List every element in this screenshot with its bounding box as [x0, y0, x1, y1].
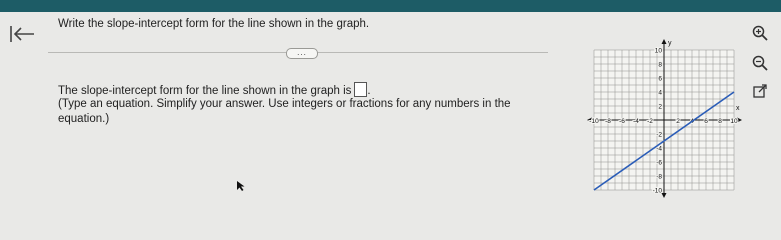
y-tick-label: 8 — [658, 61, 662, 69]
x-tick-label: 8 — [718, 118, 722, 125]
y-tick-label: -4 — [656, 145, 662, 153]
y-axis-arrow — [662, 39, 667, 44]
question-text: Write the slope-intercept form for the line shown in the graph. — [58, 18, 370, 30]
y-tick-label: 4 — [658, 89, 662, 97]
x-axis-arrow — [737, 118, 742, 123]
x-tick-label: -10 — [589, 118, 599, 125]
y-tick-label: 2 — [658, 103, 662, 111]
answer-suffix: . — [367, 85, 371, 97]
y-tick-label: -10 — [652, 187, 662, 195]
y-tick-label: -6 — [656, 159, 662, 167]
x-tick-label: -6 — [619, 118, 625, 125]
mouse-cursor-icon — [236, 180, 246, 192]
x-axis-label: x — [736, 105, 740, 112]
top-bar — [0, 0, 781, 12]
zoom-out-icon[interactable] — [751, 54, 769, 72]
x-tick-label: 2 — [676, 118, 680, 125]
y-tick-label: 10 — [654, 47, 662, 55]
x-tick-label: -4 — [633, 118, 639, 125]
y-tick-label: -2 — [656, 131, 662, 139]
coordinate-graph — [591, 28, 751, 193]
x-tick-label: -2 — [647, 118, 653, 125]
zoom-in-icon[interactable] — [751, 24, 769, 42]
answer-input[interactable] — [354, 82, 367, 97]
popout-icon[interactable] — [751, 82, 769, 100]
x-tick-label: 10 — [730, 118, 738, 125]
x-tick-label: 6 — [704, 118, 708, 125]
x-tick-label: -8 — [605, 118, 611, 125]
answer-line — [58, 82, 371, 97]
y-axis-label: y — [668, 40, 672, 47]
instructions-text: (Type an equation. Simplify your answer. Use integers or fractions for any numbers in the equation.) — [58, 98, 511, 125]
y-tick-label: 6 — [658, 75, 662, 83]
answer-prompt: The slope-intercept form for the line shown in the graph is — [58, 85, 352, 97]
y-axis-arrow — [662, 193, 667, 198]
back-arrow-icon[interactable] — [8, 24, 36, 44]
more-button[interactable]: ... — [286, 48, 318, 59]
y-tick-label: -8 — [656, 173, 662, 181]
